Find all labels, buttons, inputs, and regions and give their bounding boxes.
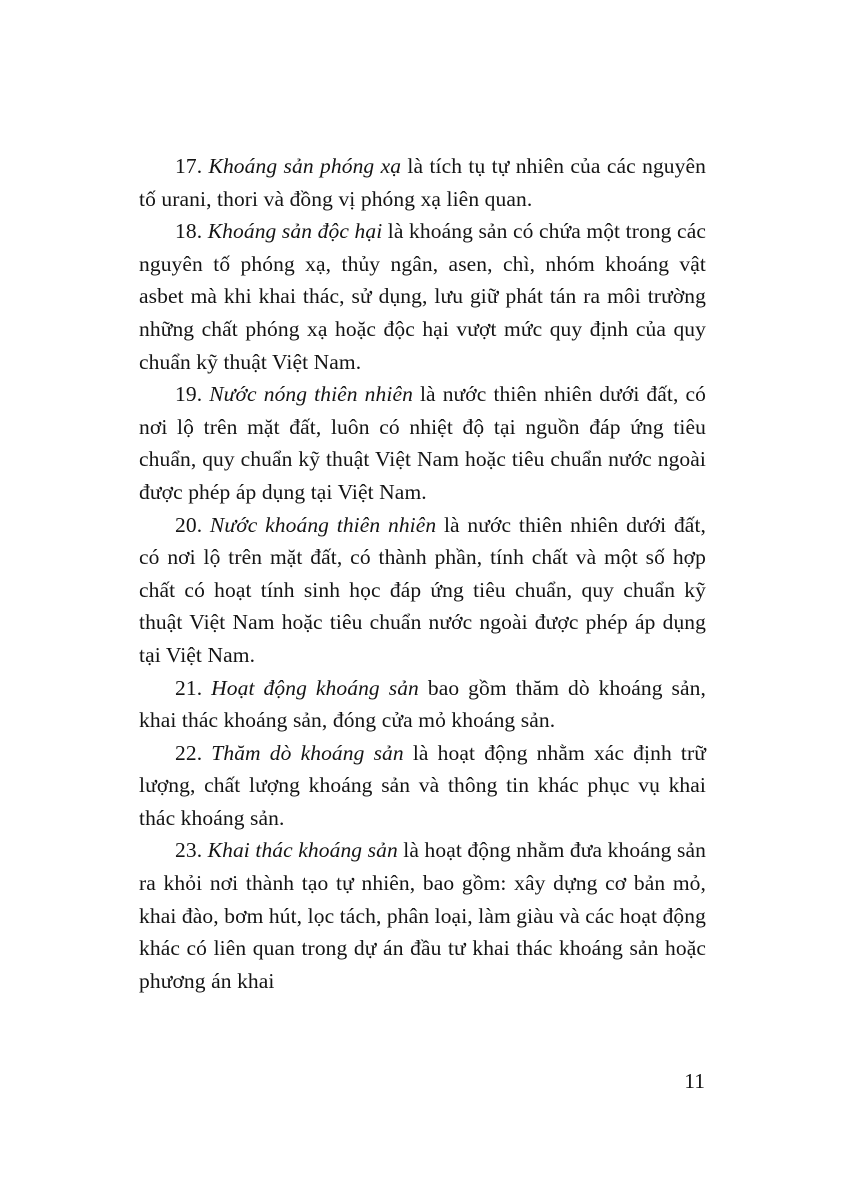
paragraph [139,509,706,672]
item-number: 22. [175,740,203,765]
paragraph [139,378,706,508]
item-number: 23. [175,838,203,863]
paragraph-text: là hoạt động nhằm xác định trữ lượng, chất lượng khoáng sản và thông tin khác phục vụ khai thác khoáng sản. [139,740,706,830]
paragraph-text: là nước thiên nhiên dưới đất, có nơi lộ trên mặt đất, luôn có nhiệt độ tại nguồn đáp ứng tiêu chuẩn, quy chuẩn kỹ thuật Việt Nam hoặc tiêu chuẩn nước ngoài được phép áp dụng tại Việt Nam. [139,382,706,504]
item-number: 18. [175,219,203,244]
text-block [139,150,706,997]
defined-term: Thăm dò khoáng sản [211,740,404,765]
paragraph-text: bao gồm thăm dò khoáng sản, khai thác khoáng sản, đóng cửa mỏ khoáng sản. [139,675,706,733]
defined-term: Nước khoáng thiên nhiên [209,512,437,537]
paragraph [139,150,706,215]
item-number: 21. [175,675,203,700]
paragraph [139,672,706,737]
page-number: 11 [684,1068,705,1093]
defined-term: Nước nóng thiên nhiên [209,382,413,407]
paragraph [139,215,706,378]
paragraph-text: là nước thiên nhiên dưới đất, có nơi lộ trên mặt đất, có thành phần, tính chất và một số hợp chất có hoạt tính sinh học đáp ứng tiêu chuẩn, quy chuẩn kỹ thuật Việt Nam hoặc tiêu chuẩn nước ngoài được phép áp dụng tại Việt Nam. [139,512,706,667]
paragraph [139,834,706,997]
defined-term: Khoáng sản phóng xạ [208,154,402,178]
defined-term: Khai thác khoáng sản [207,838,398,863]
item-number: 17. [175,154,203,178]
defined-term: Hoạt động khoáng sản [211,675,419,700]
paragraph-text: là khoáng sản có chứa một trong các nguyên tố phóng xạ, thủy ngân, asen, chì, nhóm khoáng vật asbet mà khi khai thác, sử dụng, lưu giữ phát tán ra môi trường những chất phóng xạ hoặc độc hại vượt mức quy định của quy chuẩn kỹ thuật Việt Nam. [139,219,706,374]
paragraph-text: là tích tụ tự nhiên của các nguyên tố urani, thori và đồng vị phóng xạ liên quan. [139,154,706,211]
item-number: 20. [175,512,203,537]
defined-term: Khoáng sản độc hại [207,219,383,244]
paragraph [139,737,706,835]
paragraph-text: là hoạt động nhằm đưa khoáng sản ra khỏi nơi thành tạo tự nhiên, bao gồm: xây dựng cơ bản mỏ, khai đào, bơm hút, lọc tách, phân loại, làm giàu và các hoạt động khác có liên quan trong dự án đầu tư khai thác khoáng sản hoặc phương án khai [139,838,706,993]
item-number: 19. [175,382,203,407]
